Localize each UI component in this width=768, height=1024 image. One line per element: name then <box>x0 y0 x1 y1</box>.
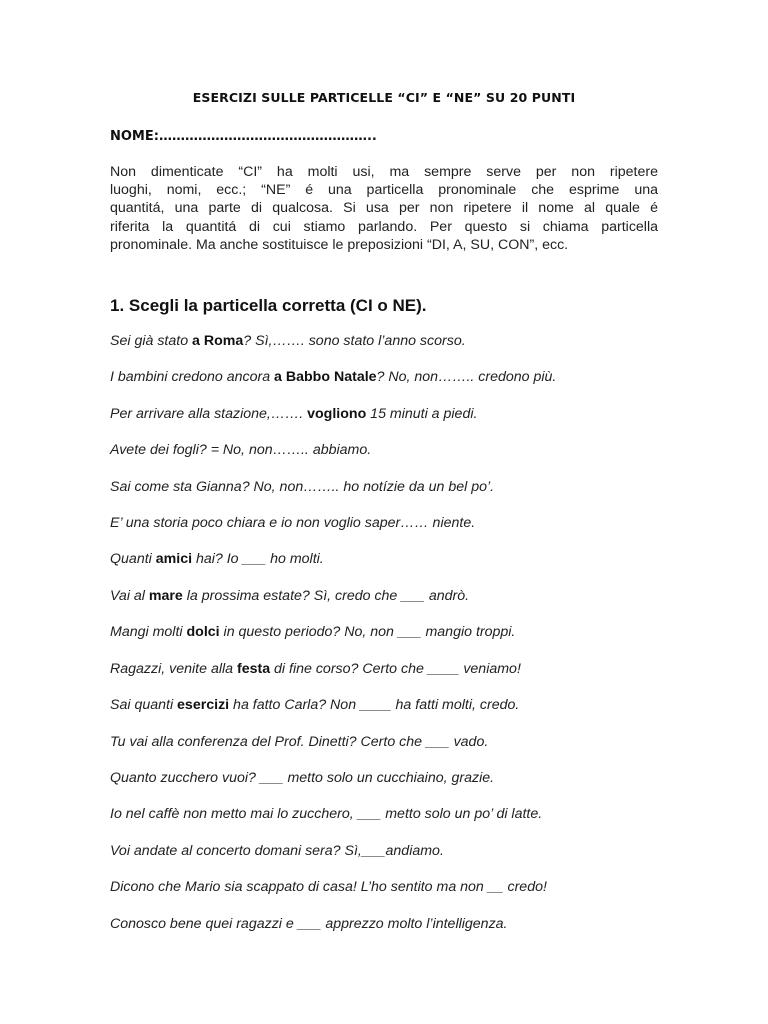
exercise-sentence: Avete dei fogli? = No, non…….. abbiamo. <box>110 442 372 458</box>
intro-paragraph <box>110 163 658 254</box>
exercise-sentence: Per arrivare alla stazione,……. vogliono 15 minuti a piedi. <box>110 406 478 422</box>
exercise-sentence: Quanti amici hai? Io ___ ho molti. <box>110 551 324 567</box>
exercise-keyword: vogliono <box>307 406 367 422</box>
exercise-keyword: festa <box>236 661 271 677</box>
intro-line: Non dimenticate “CI” ha molti usi, ma sempre serve per non ripetere <box>110 164 658 180</box>
exercise-sentence: Io nel caffè non metto mai lo zucchero, ___ metto solo un po’ di latte. <box>110 806 543 822</box>
exercise-sentence: Dicono che Mario sia scappato di casa! L’ho sentito ma non __ credo! <box>110 879 547 895</box>
section-title: 1. Scegli la particella corretta (CI o NE). <box>110 296 427 315</box>
intro-line: luoghi, nomi, ecc.; “NE” é una particella pronominale che esprime una <box>110 182 658 199</box>
exercise-sentence: I bambini credono ancora a Babbo Natale? No, non…….. credono più. <box>110 369 557 385</box>
exercise-keyword: esercizi <box>177 697 230 713</box>
name-field-label: NOME:………………………………………….. <box>110 129 377 144</box>
exercise-keyword: a Roma <box>192 333 244 349</box>
exercise-sentence: Voi andate al concerto domani sera? Sì,___andiamo. <box>110 843 444 859</box>
page-title: ESERCIZI SULLE PARTICELLE “CI” E “NE” SU 20 PUNTI <box>192 90 576 105</box>
exercise-keyword: amici <box>155 551 193 567</box>
exercise-keyword: dolci <box>186 624 220 640</box>
exercise-sentence: Sei già stato a Roma? Sì,……. sono stato l’anno scorso. <box>110 333 466 349</box>
exercise-sentence: Sai quanti esercizi ha fatto Carla? Non ____ ha fatti molti, credo. <box>110 697 520 713</box>
exercise-sentence: Sai come sta Gianna? No, non…….. ho notízie da un bel po’. <box>110 479 495 495</box>
exercise-sentence: Quanto zucchero vuoi? ___ metto solo un cucchiaino, grazie. <box>110 770 495 786</box>
intro-line: riferita la quantitá di cui stiamo parlando. Per questo si chiama particella <box>110 218 658 235</box>
exercise-sentence: E’ una storia poco chiara e io non voglio saper…… niente. <box>110 515 476 531</box>
exercise-keyword: a Babbo Natale <box>274 369 377 385</box>
exercise-sentence: Ragazzi, venite alla festa di fine corso? Certo che ____ veniamo! <box>110 661 521 677</box>
exercise-sentence: Mangi molti dolci in questo periodo? No, non ___ mangio troppi. <box>110 624 516 640</box>
exercise-sentence: Tu vai alla conferenza del Prof. Dinetti? Certo che ___ vado. <box>110 734 489 750</box>
exercise-sentence: Vai al mare la prossima estate? Sì, credo che ___ andrò. <box>110 588 470 604</box>
exercise-keyword: mare <box>148 588 183 604</box>
exercise-sentence: Conosco bene quei ragazzi e ___ apprezzo molto l’intelligenza. <box>110 916 508 932</box>
intro-line: quantitá, una parte di qualcosa. Si usa per non ripetere il nome al quale é <box>110 200 658 217</box>
intro-line: pronominale. Ma anche sostituisce le preposizioni “DI, A, SU, CON”, ecc. <box>110 236 569 253</box>
